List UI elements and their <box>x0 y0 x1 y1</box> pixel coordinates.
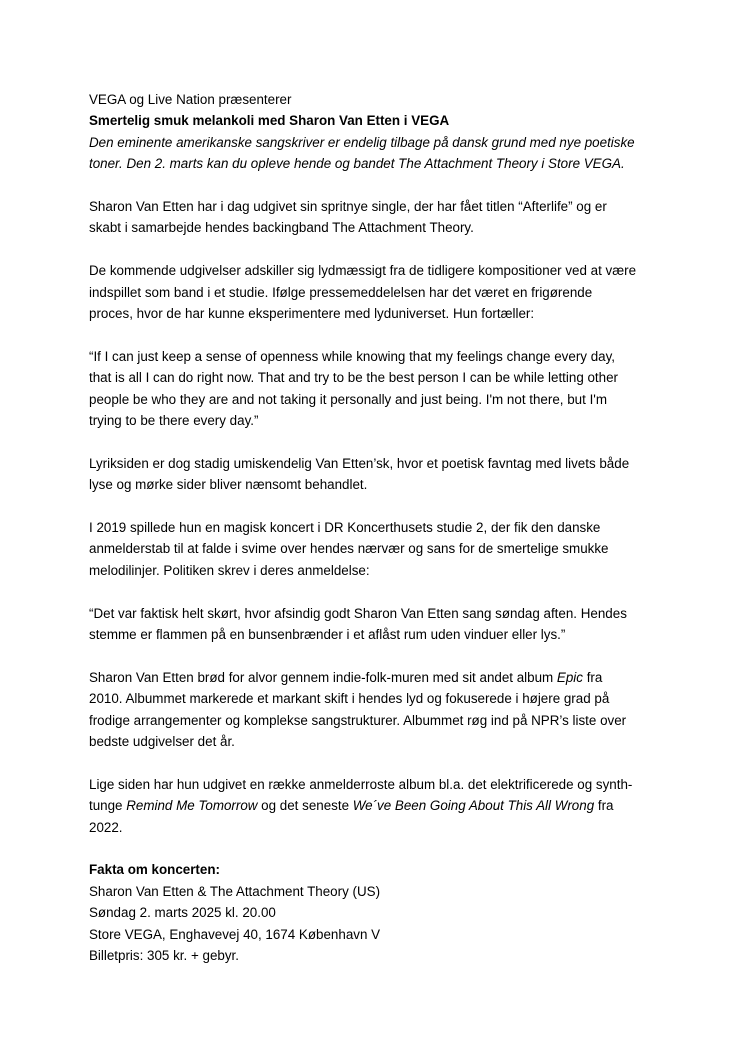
facts-venue: Store VEGA, Enghavevej 40, 1674 København V <box>89 926 381 942</box>
facts-section <box>89 859 669 966</box>
paragraph-line <box>89 667 669 688</box>
paragraph-line: proces, hvor de har kunne eksperimentere med lyduniverset. Hun fortæller: <box>89 306 535 322</box>
text-run: fra <box>594 798 614 814</box>
quote-line: people be who they are and not taking it personally and just being. I'm not there, but I'm <box>89 391 607 407</box>
paragraph-line: De kommende udgivelser adskiller sig lydmæssigt fra de tidligere kompositioner ved at være <box>89 263 637 279</box>
paragraph-single-release <box>89 196 669 239</box>
paragraph-line: Sharon Van Etten har i dag udgivet sin spritnye single, der har fået titlen “Afterlife” og er <box>89 199 607 215</box>
paragraph-2019-concert <box>89 517 669 581</box>
quote-line: trying to be there every day.” <box>89 413 259 429</box>
header-section <box>89 89 669 175</box>
paragraph-line: skabt i samarbejde hendes backingband The Attachment Theory. <box>89 220 474 236</box>
paragraph-line: indspillet som band i et studie. Ifølge pressemeddelelsen har det været en frigørende <box>89 284 593 300</box>
paragraph-line <box>89 795 669 816</box>
quote-politiken <box>89 603 669 646</box>
presenter-line: VEGA og Live Nation præsenterer <box>89 92 292 107</box>
text-run: og det seneste <box>257 798 353 814</box>
paragraph-line: anmelderstab til at falde i svime over hendes nærvær og sans for de smertelige smukke <box>89 541 609 557</box>
paragraph-line: lyse og mørke sider bliver nænsomt behandlet. <box>89 477 368 493</box>
press-release-document <box>89 89 669 967</box>
album-title-remind-me-tomorrow: Remind Me Tomorrow <box>126 798 258 814</box>
quote-line: “Det var faktisk helt skørt, hvor afsindig godt Sharon Van Etten sang søndag aften. Hendes <box>89 605 627 621</box>
facts-heading: Fakta om koncerten: <box>89 862 220 878</box>
paragraph-line: 2022. <box>89 819 123 835</box>
lead-line-2: toner. Den 2. marts kan du opleve hende og bandet The Attachment Theory i Store VEGA. <box>89 156 625 172</box>
paragraph-lyrics <box>89 453 669 496</box>
album-title-weve-been-going: We´ve Been Going About This All Wrong <box>352 798 595 814</box>
paragraph-line: I 2019 spillede hun en magisk koncert i DR Koncerthusets studie 2, der fik den danske <box>89 520 601 536</box>
facts-artist: Sharon Van Etten & The Attachment Theory (US) <box>89 883 381 899</box>
facts-price: Billetpris: 305 kr. + gebyr. <box>89 948 239 964</box>
quote-line: stemme er flammen på en bunsenbrænder i et aflåst rum uden vinduer eller lys.” <box>89 627 566 643</box>
text-run: tunge <box>89 798 127 814</box>
paragraph-line: Lige siden har hun udgivet en række anmelderroste album bl.a. det elektrificerede og synth- <box>89 776 633 792</box>
facts-date: Søndag 2. marts 2025 kl. 20.00 <box>89 905 276 921</box>
lead-line-1: Den eminente amerikanske sangskriver er endelig tilbage på dansk grund med nye poetiske <box>89 134 635 150</box>
quote-line: “If I can just keep a sense of openness while knowing that my feelings change every day, <box>89 348 616 364</box>
quote-line: that is all I can do right now. That and try to be the best person I can be while letting other <box>89 370 619 386</box>
paragraph-epic-album <box>89 667 669 753</box>
paragraph-later-albums <box>89 774 669 838</box>
paragraph-line: Lyriksiden er dog stadig umiskendelig Van Etten’sk, hvor et poetisk favntag med livets både <box>89 455 630 471</box>
paragraph-line: bedste udgivelser det år. <box>89 734 235 750</box>
paragraph-recording <box>89 260 669 324</box>
paragraph-line: 2010. Albummet markerede et markant skift i hendes lyd og fokuserede i højere grad på <box>89 691 610 707</box>
text-run: Sharon Van Etten brød for alvor gennem indie-folk-muren med sit andet album <box>89 669 557 685</box>
paragraph-line: melodilinjer. Politiken skrev i deres anmeldelse: <box>89 562 370 578</box>
quote-artist <box>89 346 669 432</box>
album-title-epic: Epic <box>556 669 583 685</box>
paragraph-line: frodige arrangementer og komplekse sangstrukturer. Albummet røg ind på NPR’s liste over <box>89 712 627 728</box>
headline: Smertelig smuk melankoli med Sharon Van Etten i VEGA <box>89 113 450 129</box>
text-run: fra <box>582 669 603 685</box>
